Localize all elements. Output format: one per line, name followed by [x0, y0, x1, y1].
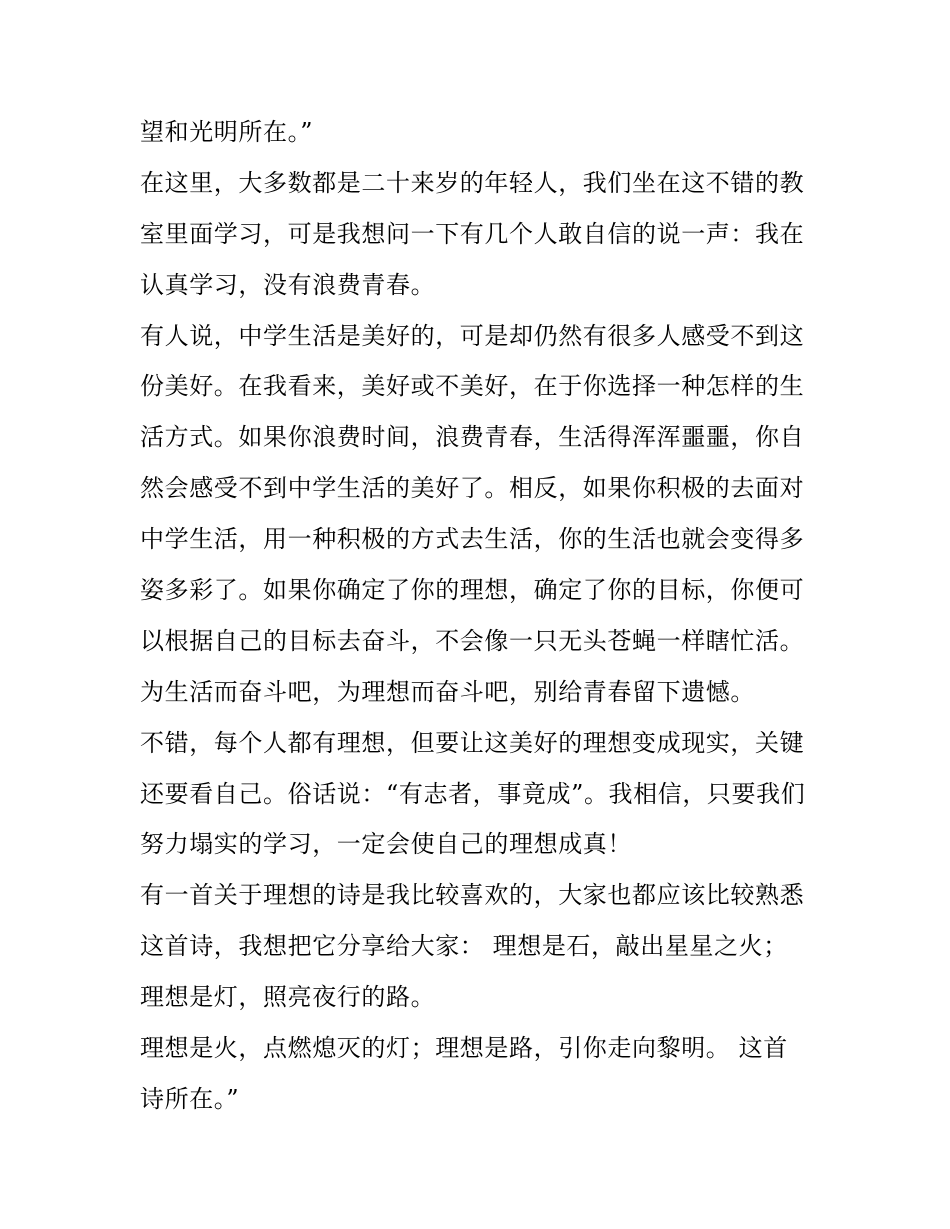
text-line: 以根据自己的目标去奋斗，不会像一只无头苍蝇一样瞎忙活。 — [140, 626, 805, 655]
text-line: 在这里，大多数都是二十来岁的年轻人，我们坐在这不错的教 — [140, 168, 805, 197]
text-line: 中学生活，用一种积极的方式去生活，你的生活也就会变得多 — [140, 525, 805, 554]
text-line: 姿多彩了。如果你确定了你的理想，确定了你的目标，你便可 — [140, 576, 805, 605]
text-line: 这首诗，我想把它分享给大家： 理想是石，敲出星星之火； — [140, 932, 788, 961]
text-line: 然会感受不到中学生活的美好了。相反，如果你积极的去面对 — [140, 474, 805, 503]
text-line: 理想是火，点燃熄灭的灯；理想是路，引你走向黎明。 这首 — [140, 1034, 788, 1063]
text-line: 份美好。在我看来，美好或不美好，在于你选择一种怎样的生 — [140, 372, 805, 401]
text-line: 活方式。如果你浪费时间，浪费青春，生活得浑浑噩噩，你自 — [140, 423, 805, 452]
text-line: 不错，每个人都有理想，但要让这美好的理想变成现实，关键 — [140, 728, 805, 757]
text-line: 有人说，中学生活是美好的，可是却仍然有很多人感受不到这 — [140, 321, 805, 350]
text-line: 努力塌实的学习，一定会使自己的理想成真！ — [140, 830, 632, 859]
text-line: 室里面学习，可是我想问一下有几个人敢自信的说一声：我在 — [140, 219, 805, 248]
text-line: 诗所在。” — [140, 1084, 240, 1113]
text-line: 理想是灯，照亮夜行的路。 — [140, 983, 436, 1012]
body-text — [140, 107, 830, 1125]
text-line: 为生活而奋斗吧，为理想而奋斗吧，别给青春留下遗憾。 — [140, 677, 755, 706]
text-line: 认真学习，没有浪费青春。 — [140, 270, 436, 299]
text-line: 有一首关于理想的诗是我比较喜欢的，大家也都应该比较熟悉 — [140, 881, 805, 910]
text-line: 望和光明所在。” — [140, 118, 314, 146]
text-line: 还要看自己。俗话说：“有志者，事竟成”。我相信，只要我们 — [140, 779, 806, 808]
